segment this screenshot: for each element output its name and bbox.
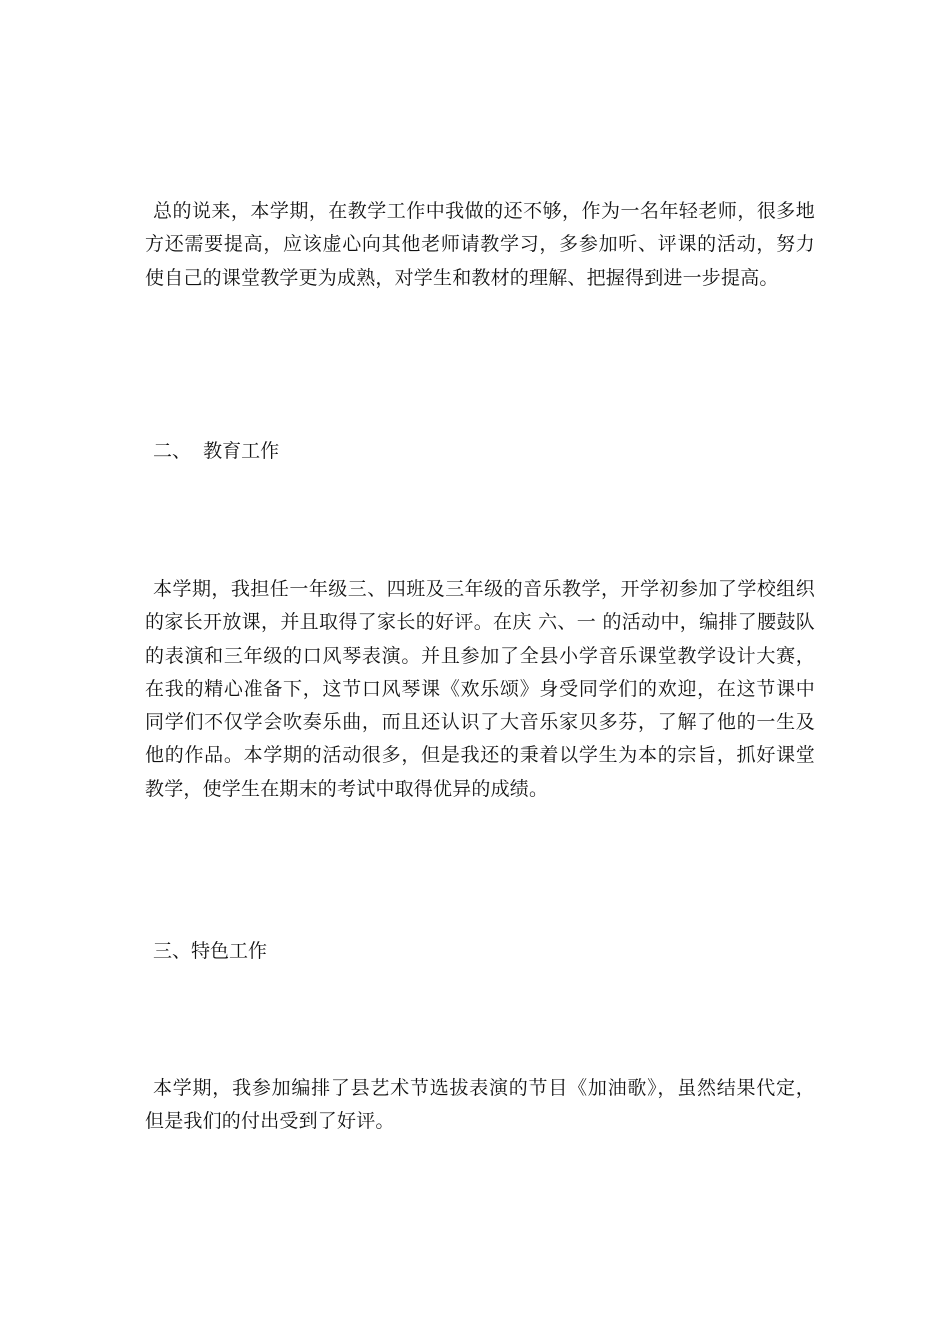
section-heading-education: 二、 教育工作 — [153, 440, 280, 462]
section-heading-special: 三、特色工作 — [153, 940, 268, 962]
special-work-paragraph: 本学期，我参加编排了县艺术节选拔表演的节目《加油歌》，虽然结果代定，但是我们的付出受到了好评。 — [145, 1077, 815, 1133]
education-paragraph: 本学期，我担任一年级三、四班及三年级的音乐教学，开学初参加了学校组织的家长开放课，并且取得了家长的好评。在庆 六、一 的活动中，编排了腰鼓队的表演和三年级的口风琴表演。并且参加了全县小学音乐课堂教学设计大赛，在我的精心准备下，这节口风琴课《欢乐颂》身受同学们的欢迎，在这节课中同学们不仅学会吹奏乐曲，而且还认识了大音乐家贝多芬，了解了他的一生及他的作品。本学期的活动很多，但是我还的秉着以学生为本的宗旨，抓好课堂教学，使学生在期末的考试中取得优异的成绩。 — [145, 578, 815, 800]
summary-paragraph: 总的说来，本学期，在教学工作中我做的还不够，作为一名年轻老师，很多地方还需要提高，应该虚心向其他老师请教学习，多参加听、评课的活动，努力使自己的课堂教学更为成熟，对学生和教材的理解、把握得到进一步提高。 — [145, 200, 815, 289]
